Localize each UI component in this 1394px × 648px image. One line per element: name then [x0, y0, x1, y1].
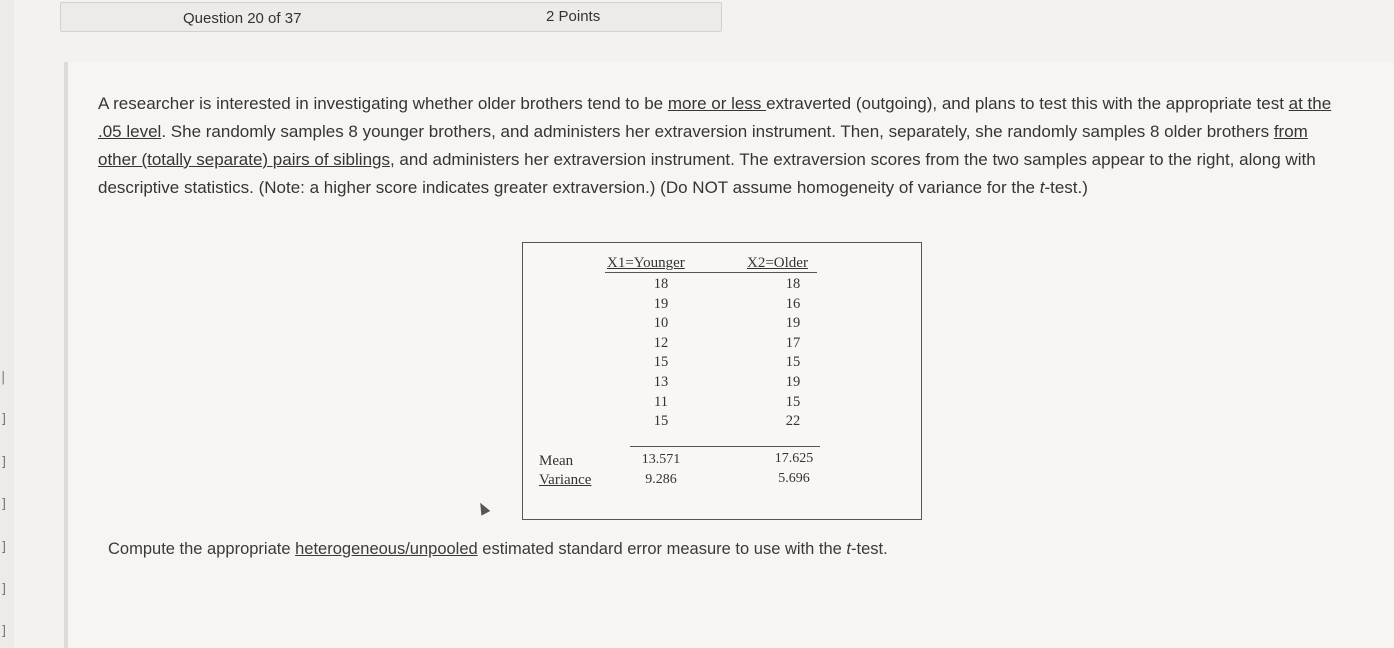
younger-variance: 9.286 [645, 472, 677, 487]
table-cell: 11 [654, 393, 668, 410]
table-cell: 16 [785, 295, 801, 312]
nav-marker-icon: ] [1, 455, 7, 470]
question-emphasis: heterogeneous/unpooled [295, 540, 478, 558]
prompt-text: , and administers her extraversion instrument. The extraversion scores from the two samples appear to the right, along with descriptive statistics. (Note: a higher score indicates greater extraversion.) (Do NOT assume homogeneity of variance for the [98, 150, 1316, 197]
question-italic: t [846, 540, 851, 558]
nav-marker-icon: ] [1, 497, 7, 512]
data-table [522, 242, 922, 520]
prompt-text: A researcher is interested in investigating whether older brothers tend to be [98, 94, 668, 113]
table-cell: 19 [653, 295, 669, 312]
table-cell: 10 [653, 315, 669, 332]
question-text: -test. [851, 540, 888, 558]
nav-marker-icon: ] [1, 540, 7, 555]
question-prompt [98, 90, 1348, 202]
table-cell: 15 [653, 413, 669, 430]
question-instruction [108, 540, 888, 559]
prompt-emphasis: more or less [667, 94, 767, 113]
question-header-bar [60, 2, 722, 32]
nav-marker-icon: ] [1, 412, 7, 427]
table-cell: 13 [653, 373, 669, 390]
question-text: Compute the appropriate [108, 540, 296, 558]
nav-marker-icon: | [1, 370, 6, 385]
table-cell: 18 [653, 276, 669, 292]
left-nav-strip [0, 0, 14, 648]
table-cell: 17 [785, 334, 801, 351]
question-text: estimated standard error measure to use with the [477, 540, 847, 558]
table-cell: 12 [653, 334, 669, 351]
prompt-text: extraverted (outgoing), and plans to test this with the appropriate test [766, 94, 1289, 113]
table-cell: 18 [785, 276, 801, 292]
nav-marker-icon: ] [1, 582, 7, 597]
variance-label: Variance [539, 472, 592, 488]
older-variance: 5.696 [778, 471, 810, 486]
table-cell: 19 [785, 373, 801, 390]
prompt-italic: t [1039, 178, 1045, 197]
table-cell: 15 [653, 354, 669, 371]
table-cell: 15 [785, 354, 801, 371]
nav-marker-icon: ] [1, 624, 7, 639]
summary-rule [630, 446, 820, 447]
older-scores-column [768, 275, 818, 432]
question-number: Question 20 of 37 [183, 10, 302, 27]
mean-label: Mean [539, 453, 574, 469]
col-header-older: X2=Older [747, 255, 808, 271]
question-points: 2 Points [546, 8, 601, 25]
table-cell: 15 [785, 393, 801, 410]
prompt-text: -test.) [1044, 178, 1088, 197]
table-cell: 22 [785, 413, 801, 430]
younger-scores-column [636, 275, 686, 432]
col-header-younger: X1=Younger [607, 255, 685, 271]
prompt-text: . She randomly samples 8 younger brothers, and administers her extraversion instrument. Then, separately, she randomly samples 8 older brothers [161, 122, 1274, 141]
younger-mean: 13.571 [641, 452, 681, 467]
table-cell: 19 [785, 315, 801, 332]
prompt-emphasis: at the .05 level [98, 94, 1332, 141]
prompt-emphasis: from other (totally separate) pairs of siblings [98, 122, 1308, 169]
older-mean: 17.625 [774, 451, 814, 466]
header-rule [605, 272, 817, 273]
